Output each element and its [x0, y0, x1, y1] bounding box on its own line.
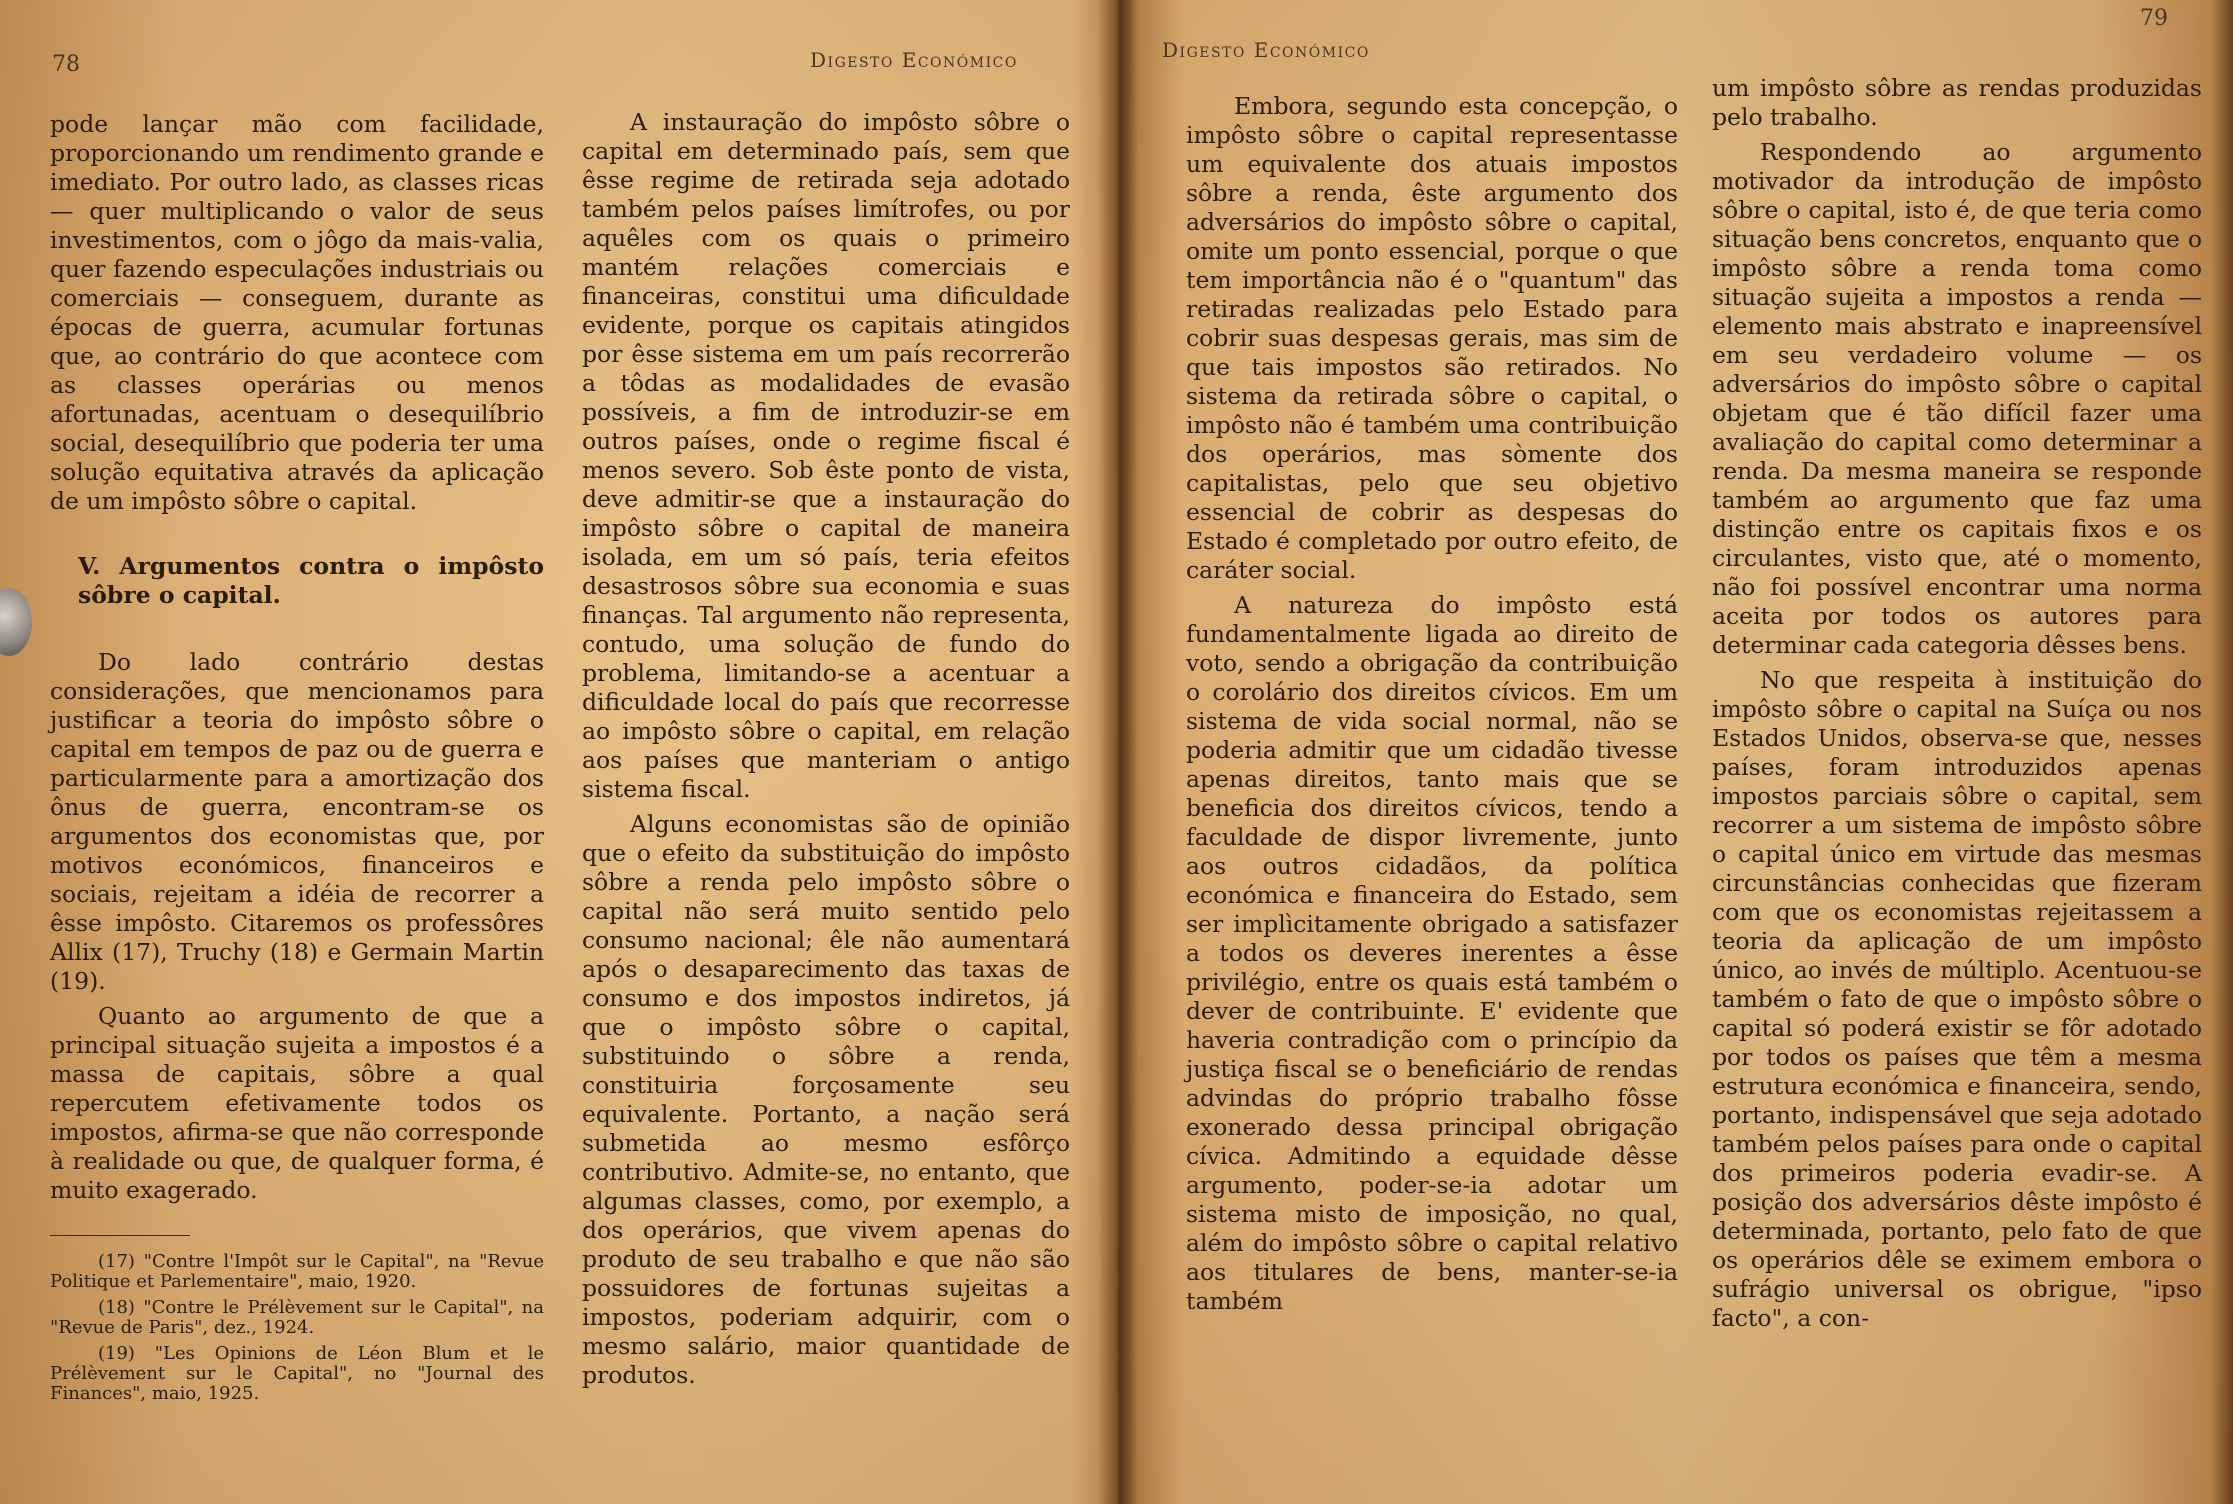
left-page — [0, 0, 1110, 1504]
right-column-2 — [1712, 74, 2202, 1339]
paragraph: A instauração do impôsto sôbre o capital em determinado país, sem que êsse regime de retirada seja adotado também pelos países limítrofes, ou por aquêles com os quais o primeiro mantém relações comerciais e financeiras, constitui uma dificuldade evidente, porque os capitais atingidos por êsse sistema em um país recorrerão a tôdas as modalidades de evasão possíveis, a fim de introduzir-se em outros países, onde o regime fiscal é menos severo. Sob êste ponto de vista, deve admitir-se que a instauração do impôsto sôbre o capital de maneira isolada, em um só país, teria efeitos desastrosos sôbre sua economia e suas finanças. Tal argumento não representa, contudo, uma solução de fundo do problema, limitando-se a acentuar a dificuldade local do país que recorresse ao impôsto sôbre o capital, em relação aos países que manteriam o antigo sistema fiscal. — [582, 108, 1070, 803]
footnote: (17) "Contre l'Impôt sur le Capital", na "Revue Politique et Parlementaire", maio, 1920. — [50, 1251, 544, 1292]
right-page — [1122, 0, 2233, 1504]
paragraph: Respondendo ao argumento motivador da introdução de impôsto sôbre o capital, isto é, de que teria como situação bens concretos, enquanto que o impôsto sôbre a renda toma como situação sujeita a impostos a renda — elemento mais abstrato e inapreensível em seu verdadeiro volume — os adversários do impôsto sôbre o capital objetam que é tão difícil fazer uma avaliação do capital como determinar a renda. Da mesma maneira se responde também ao argumento que faz uma distinção entre os capitais fixos e os circulantes, visto que, até o momento, não foi possível encontrar uma norma aceita por todos os autores para determinar cada categoria dêsses bens. — [1712, 138, 2202, 659]
running-head-right-text: Digesto Económico — [1162, 38, 1370, 62]
paragraph: Do lado contrário destas considerações, que mencionamos para justificar a teoria do impôsto sôbre o capital em tempos de paz ou de guerra e particularmente para a amortização dos ônus de guerra, encontram-se os argumentos dos economistas que, por motivos económicos, financeiros e sociais, rejeitam a idéia de recorrer a êsse impôsto. Citaremos os professôres Allix (17), Truchy (18) e Germain Martin (19). — [50, 648, 544, 995]
paragraph: Embora, segundo esta concepção, o impôsto sôbre o capital representasse um equivalente dos atuais impostos sôbre a renda, êste argumento dos adversários do impôsto sôbre o capital, omite um ponto essencial, porque o que tem importância não é o "quantum" das retiradas realizadas pelo Estado para cobrir suas despesas gerais, mas sim de que tais impostos são retirados. No sistema da retirada sôbre o capital, o impôsto não é também uma contribuição dos operários, mas sòmente dos capitalistas, pelo que seu objetivo essencial de cobrir as despesas do Estado é completado por outro efeito, de caráter social. — [1186, 92, 1678, 584]
running-head-left — [810, 48, 1018, 72]
footnote: (19) "Les Opinions de Léon Blum et le Prélèvement sur le Capital", no "Journal des Finances", maio, 1925. — [50, 1343, 544, 1404]
paragraph: um impôsto sôbre as rendas produzidas pelo trabalho. — [1712, 74, 2202, 131]
left-column-1 — [50, 110, 544, 1410]
footnote: (18) "Contre le Prélèvement sur le Capital", na "Revue de Paris", dez., 1924. — [50, 1297, 544, 1338]
paragraph: No que respeita à instituição do impôsto sôbre o capital na Suíça ou nos Estados Unidos, observa-se que, nesses países, foram introduzidos apenas impostos parciais sôbre o capital, sem recorrer a um sistema de impôsto sôbre o capital único em virtude das mesmas circunstâncias conhecidas que fizeram com que os economistas rejeitassem a teoria da aplicação de um impôsto único, ao invés de múltiplo. Acentuou-se também o fato de que o impôsto sôbre o capital só poderá existir se fôr adotado por todos os países que têm a mesma estrutura económica e financeira, sendo, portanto, indispensável que seja adotado também pelos países para onde o capital dos primeiros poderia evadir-se. A posição dos adversários dêste impôsto é determinada, portanto, pelo fato de que os operários dêle se eximem embora o sufrágio universal os obrigue, "ipso facto", a con- — [1712, 666, 2202, 1332]
running-head-right — [1162, 38, 1370, 62]
page-number-left: 78 — [52, 52, 80, 77]
page-edge-shadow — [2211, 0, 2233, 1504]
paragraph: A natureza do impôsto está fundamentalmente ligada ao direito de voto, sendo a obrigação da contribuição o corolário dos direitos cívicos. Em um sistema de vida social normal, não se poderia admitir que um cidadão tivesse apenas direitos, tanto mais que se beneficia dos direitos cívicos, tendo a faculdade de dispor livremente, junto aos outros cidadãos, da política económica e financeira do Estado, sem ser implìcitamente obrigado a satisfazer a todos os deveres inerentes a êsse privilégio, entre os quais está também o dever de contribuinte. E' evidente que haveria contradição com o princípio da justiça fiscal se o beneficiário de rendas advindas do próprio trabalho fôsse exonerado dessa principal obrigação cívica. Admitindo a equidade dêsse argumento, poder-se-ia adotar um sistema misto de imposição, no qual, além do impôsto sôbre o capital relativo aos titulares de bens, manter-se-ia também — [1186, 591, 1678, 1315]
left-column-2 — [582, 108, 1070, 1396]
paragraph: Quanto ao argumento de que a principal situação sujeita a impostos é a massa de capitais, sôbre a qual repercutem efetivamente todos os impostos, afirma-se que não corresponde à realidade ou que, de qualquer forma, é muito exagerado. — [50, 1002, 544, 1204]
paragraph: pode lançar mão com facilidade, proporcionando um rendimento grande e imediato. Por outro lado, as classes ricas — quer multiplicando o valor de seus investimentos, com o jôgo da mais-valia, quer fazendo especulações industriais ou comerciais — conseguem, durante as épocas de guerra, acumular fortunas que, ao contrário do que acontece com as classes operárias ou menos afortunadas, acentuam o desequilíbrio social, desequilíbrio que poderia ter uma solução equitativa através da aplicação de um impôsto sôbre o capital. — [50, 110, 544, 515]
binder-clip — [0, 588, 32, 656]
running-head-left-text: Digesto Económico — [810, 48, 1018, 72]
footnote-rule — [50, 1235, 190, 1236]
section-heading: V. Argumentos contra o impôsto sôbre o capital. — [78, 552, 544, 609]
page-number-right: 79 — [2140, 6, 2168, 31]
right-column-1 — [1186, 92, 1678, 1322]
paragraph: Alguns economistas são de opinião que o efeito da substituição do impôsto sôbre a renda pelo impôsto sôbre o capital não será muito sentido pelo consumo nacional; êle não aumentará após o desaparecimento das taxas de consumo e dos impostos indiretos, já que o impôsto sôbre o capital, substituindo o sôbre a renda, constituiria forçosamente seu equivalente. Portanto, a nação será submetida ao mesmo esfôrço contributivo. Admite-se, no entanto, que algumas classes, como, por exemplo, a dos operários, que vivem apenas do produto de seu trabalho e que não são possuidores de fortunas sujeitas a impostos, poderiam adquirir, com o mesmo salário, maior quantidade de produtos. — [582, 810, 1070, 1389]
